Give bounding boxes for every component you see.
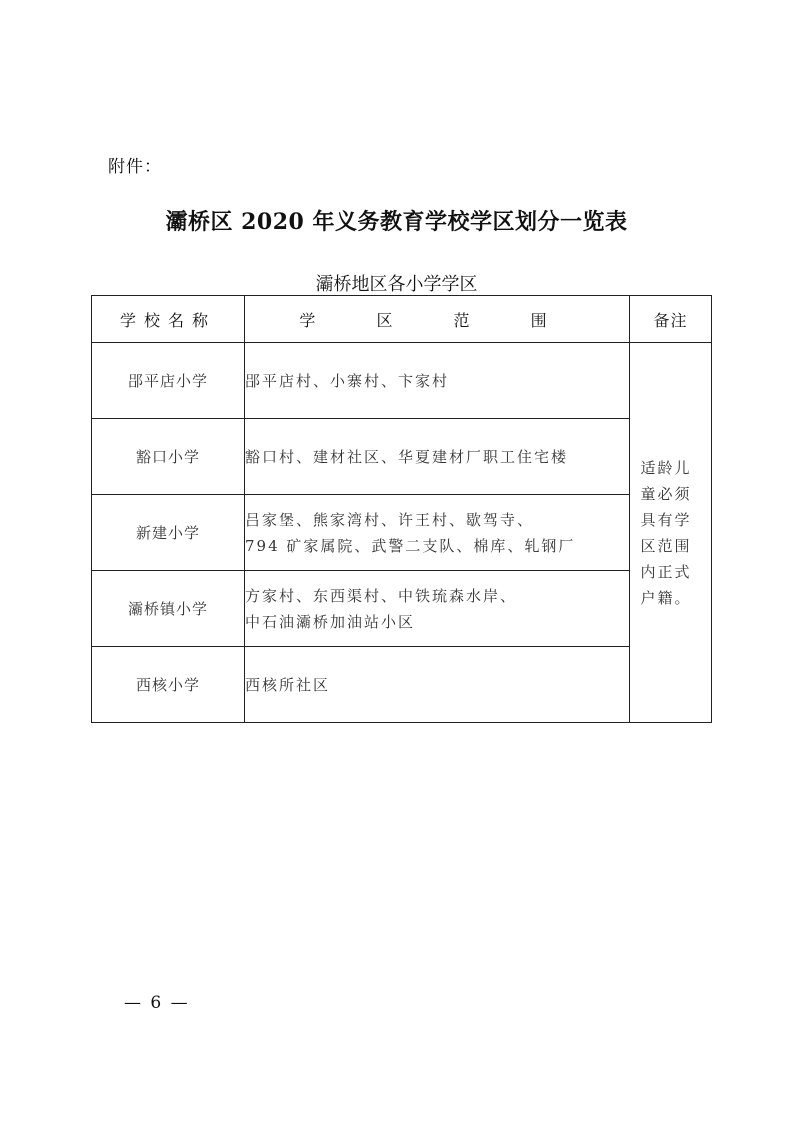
district-range-line: 豁口村、建材社区、华夏建材厂职工住宅楼	[245, 447, 569, 466]
table-row	[92, 647, 712, 723]
school-name-cell: 西核小学	[92, 647, 245, 723]
header-district-range: 学 区 范 围	[245, 296, 630, 343]
district-range-cell	[245, 419, 630, 495]
district-range-line: 方家村、东西渠村、中铁琉森水岸、	[245, 586, 518, 605]
district-range-line: 西核所社区	[245, 675, 331, 694]
district-range-cell	[245, 495, 630, 571]
district-range-line: 郘平店村、小寨村、卞家村	[245, 371, 450, 390]
table-row	[92, 571, 712, 647]
header-remarks: 备注	[630, 296, 712, 343]
district-range-line: 794 矿家属院、武警二支队、棉库、轧钢厂	[245, 536, 576, 555]
document-title: 灞桥区 2020 年义务教育学校学区划分一览表	[165, 209, 628, 235]
header-school-name: 学校名称	[92, 296, 245, 343]
table-row	[92, 495, 712, 571]
table-header-row	[92, 296, 712, 343]
district-range-cell	[245, 343, 630, 419]
attachment-label: 附件：	[108, 157, 162, 177]
remarks-cell	[630, 343, 712, 723]
table-row	[92, 419, 712, 495]
school-name-cell: 豁口小学	[92, 419, 245, 495]
school-name-cell: 郘平店小学	[92, 343, 245, 419]
school-district-table	[91, 295, 712, 723]
page-number: — 6 —	[124, 993, 190, 1013]
district-range-cell	[245, 571, 630, 647]
table-row	[92, 343, 712, 419]
district-range-line: 中石油灞桥加油站小区	[245, 612, 416, 631]
school-name-cell: 新建小学	[92, 495, 245, 571]
district-range-cell	[245, 647, 630, 723]
table-subtitle: 灞桥地区各小学学区	[315, 274, 478, 295]
remarks-text: 适龄儿童必须具有学区范围内正式户籍。	[640, 458, 692, 607]
district-range-line: 吕家堡、熊家湾村、许王村、歇驾寺、	[245, 510, 535, 529]
school-name-cell: 灞桥镇小学	[92, 571, 245, 647]
